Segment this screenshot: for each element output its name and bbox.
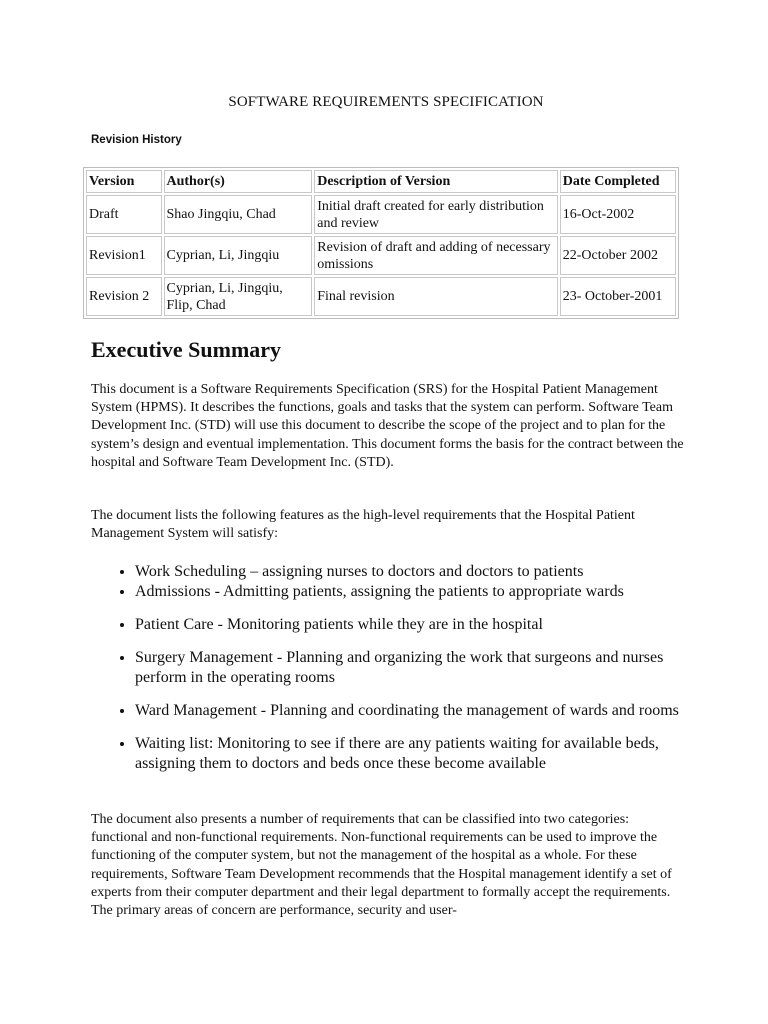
cell-description: Revision of draft and adding of necessary omissions [314,236,557,275]
table-row [86,277,676,316]
column-header-description: Description of Version [314,170,557,193]
cell-version: Revision 2 [86,277,162,316]
summary-paragraph-features-intro: The document lists the following features as the high-level requirements that the Hospital Patient Management System will satisfy: [91,508,635,542]
executive-summary-heading: Executive Summary [91,337,282,362]
document-title: SOFTWARE REQUIREMENTS SPECIFICATION [228,94,544,110]
cell-description: Final revision [314,277,557,316]
summary-paragraph-requirements: The document also presents a number of requirements that can be classified into two categories: functional and non-functional requirements. Non-functional requirements can be used to improve the functioning of the computer system, but not the management of the hospital as a whole. For these requirements, Software Team Development recommends that the Hospital management identify a set of experts from their computer department and their legal department to formally accept the requirements. The primary areas of concern are performance, security and user- [91,812,672,919]
cell-version: Revision1 [86,236,162,275]
list-item: • Surgery Management - Planning and organizing the work that surgeons and nurses perform in the operating rooms [135,648,683,688]
cell-authors: Cyprian, Li, Jingqiu [164,236,313,275]
list-item: • Waiting list: Monitoring to see if there are any patients waiting for available beds, assigning them to doctors and beds once these become available [135,734,683,774]
cell-authors: Cyprian, Li, Jingqiu, Flip, Chad [164,277,313,316]
column-header-date: Date Completed [560,170,676,193]
cell-authors: Shao Jingqiu, Chad [164,195,313,234]
table-header-row [86,170,676,193]
revision-history-label: Revision History [91,134,182,146]
list-item: • Ward Management - Planning and coordinating the management of wards and rooms [135,701,683,721]
list-item: • Patient Care - Monitoring patients while they are in the hospital [135,615,683,635]
column-header-version: Version [86,170,162,193]
list-item: • Admissions - Admitting patients, assigning the patients to appropriate wards [135,582,683,602]
summary-paragraph-intro: This document is a Software Requirements Specification (SRS) for the Hospital Patient Management System (HPMS). It describes the functions, goals and tasks that the system can perform. Software Team Development Inc. (STD) will use this document to describe the scope of the project and to plan for the system’s design and eventual implementation. This document forms the basis for the contract between the hospital and Software Team Development Inc. (STD). [91,382,684,470]
cell-date: 16-Oct-2002 [560,195,676,234]
cell-date: 22-October 2002 [560,236,676,275]
cell-description: Initial draft created for early distribution and review [314,195,557,234]
column-header-authors: Author(s) [164,170,313,193]
features-list [88,562,683,774]
list-item: • Work Scheduling – assigning nurses to doctors and doctors to patients [135,562,683,582]
revision-history-table [83,167,679,319]
cell-date: 23- October-2001 [560,277,676,316]
table-row [86,195,676,234]
table-row [86,236,676,275]
cell-version: Draft [86,195,162,234]
